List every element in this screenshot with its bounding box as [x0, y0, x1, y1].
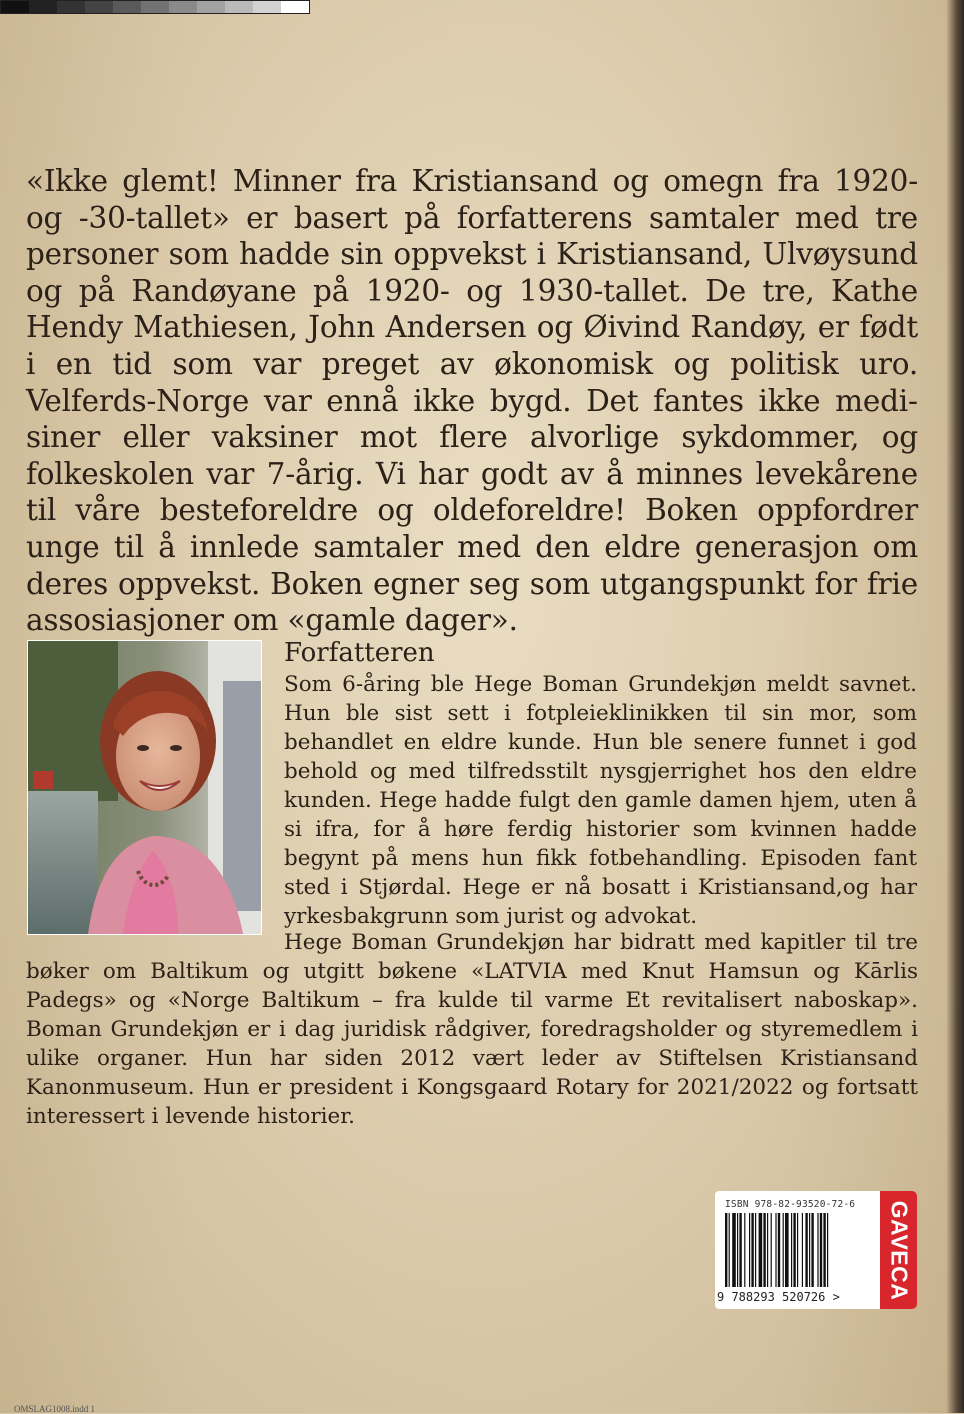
- barcode-bar: [817, 1213, 818, 1287]
- barcode-bar: [729, 1213, 730, 1287]
- barcode-bar: [771, 1213, 772, 1287]
- barcode-bar: [744, 1213, 745, 1287]
- barcode-bar: [749, 1213, 750, 1287]
- barcode-bar: [778, 1213, 780, 1287]
- intro-paragraph: «Ikke glemt! Minner fra Kristiansand og omegn fra 1920- og -30-tallet» er basert på forfatterens samtaler med tre personer som hadde sin oppvekst i Kristiansand, Ulvøysund og på Randøyane på 1920- og 1930-tallet. De tre, Kathe Hendy Mathiesen, John Andersen og Øivind Randøy, er født i en tid som var preget av økonomisk og politisk uro. Velferds-Norge var ennå ikke bygd. Det fantes ikke medisiner eller vaksiner mot flere alvorlige sykdommer, og folkeskolen var 7-årig. Vi har godt av å minnes levekårene til våre besteforeldre og oldeforeldre! Boken oppfordrer unge til å innlede samtaler med den eldre generasjon om deres oppvekst. Boken egner seg som utgangspunkt for frie assosiasjoner om «gamle dager».: [26, 164, 918, 638]
- calibration-swatch: [29, 1, 57, 13]
- calibration-swatch: [281, 1, 309, 13]
- barcode-bar: [820, 1213, 822, 1287]
- barcode-bar: [823, 1213, 825, 1287]
- publisher-name: GAVECA: [886, 1200, 913, 1300]
- isbn-barcode: [715, 1191, 881, 1309]
- barcode-bar: [783, 1213, 784, 1287]
- barcode-bar: [732, 1213, 736, 1287]
- isbn-label: ISBN 978-82-93520-72-6: [725, 1199, 856, 1210]
- barcode-bar: [751, 1213, 753, 1287]
- spine-shadow: [946, 0, 964, 1413]
- barcode-bars: [725, 1213, 871, 1291]
- calibration-swatch: [141, 1, 169, 13]
- calibration-swatch: [85, 1, 113, 13]
- barcode-bar: [811, 1213, 813, 1287]
- barcode-bar: [791, 1213, 792, 1287]
- barcode-bar: [775, 1213, 776, 1287]
- calibration-swatch: [57, 1, 85, 13]
- barcode-bar: [827, 1213, 828, 1287]
- author-bio: Som 6-åring ble Hege Boman Grundekjøn meldt savnet. Hun ble sist sett i fotpleieklinikken til sin mor, som behandlet en eldre kunde. Hun ble senere funnet i god behold og med tilfredsstilt nysgjerrighet hos den eldre kunden. Hege hadde fulgt den gamle damen hjem, uten å si ifra, for å høre ferdig historier som kvinnen hadde begynt på mens hun fikk fotbehandling. Episoden fant sted i Stjørdal. Hege er nå bosatt i Kristiansand,og har yrkesbakgrunn som jurist og advokat.: [284, 672, 917, 929]
- barcode-bar: [805, 1213, 807, 1287]
- calibration-bar: [0, 0, 310, 14]
- barcode-bar: [767, 1213, 768, 1287]
- barcode-number: 9 788293 520726 >: [717, 1290, 840, 1304]
- calibration-swatch: [169, 1, 197, 13]
- barcode-bar: [725, 1213, 727, 1287]
- print-slug: OMSLAG1008.indd 1: [14, 1404, 96, 1414]
- calibration-swatch: [113, 1, 141, 13]
- barcode-bar: [797, 1213, 798, 1287]
- calibration-swatch: [253, 1, 281, 13]
- barcode-bar: [763, 1213, 765, 1287]
- author-heading: Forfatteren: [284, 638, 435, 668]
- barcode-bar: [793, 1213, 795, 1287]
- barcode-bar: [809, 1213, 810, 1287]
- barcode-bar: [802, 1213, 803, 1287]
- author-photo: [27, 640, 262, 935]
- calibration-swatch: [197, 1, 225, 13]
- publisher-logo: [880, 1191, 917, 1309]
- barcode-bar: [739, 1213, 741, 1287]
- barcode-bar: [737, 1213, 738, 1287]
- calibration-swatch: [1, 1, 29, 13]
- barcode-bar: [759, 1213, 763, 1287]
- barcode-bar: [785, 1213, 789, 1287]
- calibration-swatch: [225, 1, 253, 13]
- barcode-bar: [755, 1213, 756, 1287]
- author-bio-continued: Hege Boman Grundekjøn har bidratt med kapitler til tre bøker om Baltikum og utgitt bøkene «LATVIA med Knut Hamsun og Kārlis Padegs» og «Norge Baltikum – fra kulde til varme Et revitalisert naboskap». Boman Grundekjøn er i dag juridisk rådgiver, foredragsholder og styremedlem i ulike organer. Hun har siden 2012 vært leder av Stiftelsen Kristiansand Kanonmuseum. Hun er president i Kongsgaard Rotary for 2021/2022 og fortsatt interessert i levende historier.: [26, 930, 918, 1129]
